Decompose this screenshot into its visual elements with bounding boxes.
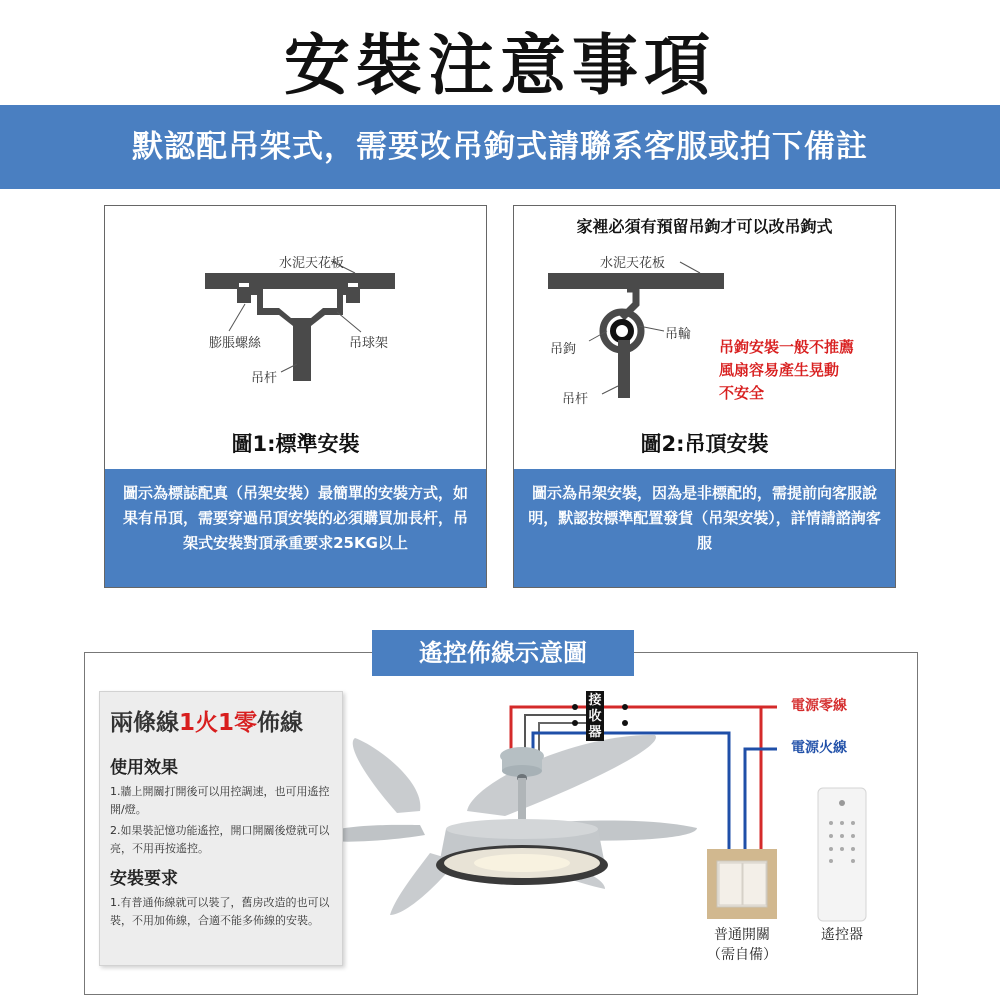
warning-line: 風扇容易產生晃動: [719, 361, 840, 379]
pulley-label: 吊輪: [665, 327, 692, 342]
install-heading: 安裝要求: [110, 869, 178, 889]
switch-label: 普通開關: [714, 927, 770, 943]
notice-banner: 默認配吊架式，需要改吊鉤式請聯系客服或拍下備註: [0, 105, 1000, 189]
ball-bracket-label: 吊球架: [349, 336, 389, 351]
info-title-suffix: 佈線: [257, 710, 304, 736]
wall-switch-icon: [707, 849, 777, 919]
figure2-header: 家裡必須有預留吊鉤才可以改吊鉤式: [576, 217, 833, 236]
ceiling-label: 水泥天花板: [279, 256, 345, 271]
ceiling-label: 水泥天花板: [600, 256, 666, 271]
figure1-caption: 圖1:標準安裝: [231, 432, 360, 456]
hook-warning: [719, 336, 854, 405]
effect-item: 1.牆上開關打開後可以用控調速，也可用遙控開/燈。: [110, 785, 330, 816]
wiring-section: [84, 652, 918, 995]
live-wire-label: 電源火線: [791, 740, 847, 756]
warning-line: 不安全: [719, 384, 765, 402]
figure1-panel: [104, 205, 487, 588]
effect-item: 2.如果裝記憶功能遙控，開口開關後燈就可以亮，不用再按遙控。: [110, 824, 330, 855]
wiring-info-box: [99, 691, 343, 966]
neutral-wire-label: 電源零線: [791, 698, 847, 714]
info-title: [110, 704, 332, 737]
effect-heading: 使用效果: [110, 758, 178, 778]
info-title-prefix: 兩條線: [110, 710, 179, 736]
remote-control-icon: [818, 788, 866, 921]
rod-label: 吊杆: [251, 371, 278, 386]
warning-line: 吊鉤安裝一般不推薦: [719, 338, 855, 356]
install-item: 1.有普通佈線就可以裝了，舊房改造的也可以裝，不用加佈線，合適不能多佈線的安裝。: [110, 896, 330, 927]
wiring-title: 遙控佈線示意圖: [372, 630, 634, 676]
switch-note: （需自備）: [707, 947, 777, 963]
receiver-icon: 接收器: [586, 691, 604, 741]
figure2-panel: [513, 205, 896, 588]
figure2-caption: 圖2:吊頂安裝: [640, 432, 769, 456]
page-title: 安裝注意事項: [284, 27, 716, 104]
figure2-description: 圖示為吊架安裝，因為是非標配的，需提前向客服說明，默認按標準配置發貨（吊架安裝），詳情請諮詢客服: [514, 469, 895, 588]
figure1-description: 圖示為標誌配真（吊架安裝）最簡單的安裝方式，如果有吊頂，需要穿過吊頂安裝的必須購買加長杆，吊架式安裝對頂承重要求25KG以上: [105, 469, 486, 588]
rod-label: 吊杆: [562, 392, 589, 407]
info-title-highlight: 1火1零: [179, 710, 258, 736]
switch-caption: [697, 925, 787, 965]
remote-label: 遙控器: [821, 927, 863, 943]
hook-label: 吊鉤: [550, 342, 577, 357]
expansion-bolt-label: 膨脹螺絲: [209, 336, 262, 351]
ceiling-fan-icon: [317, 735, 697, 915]
